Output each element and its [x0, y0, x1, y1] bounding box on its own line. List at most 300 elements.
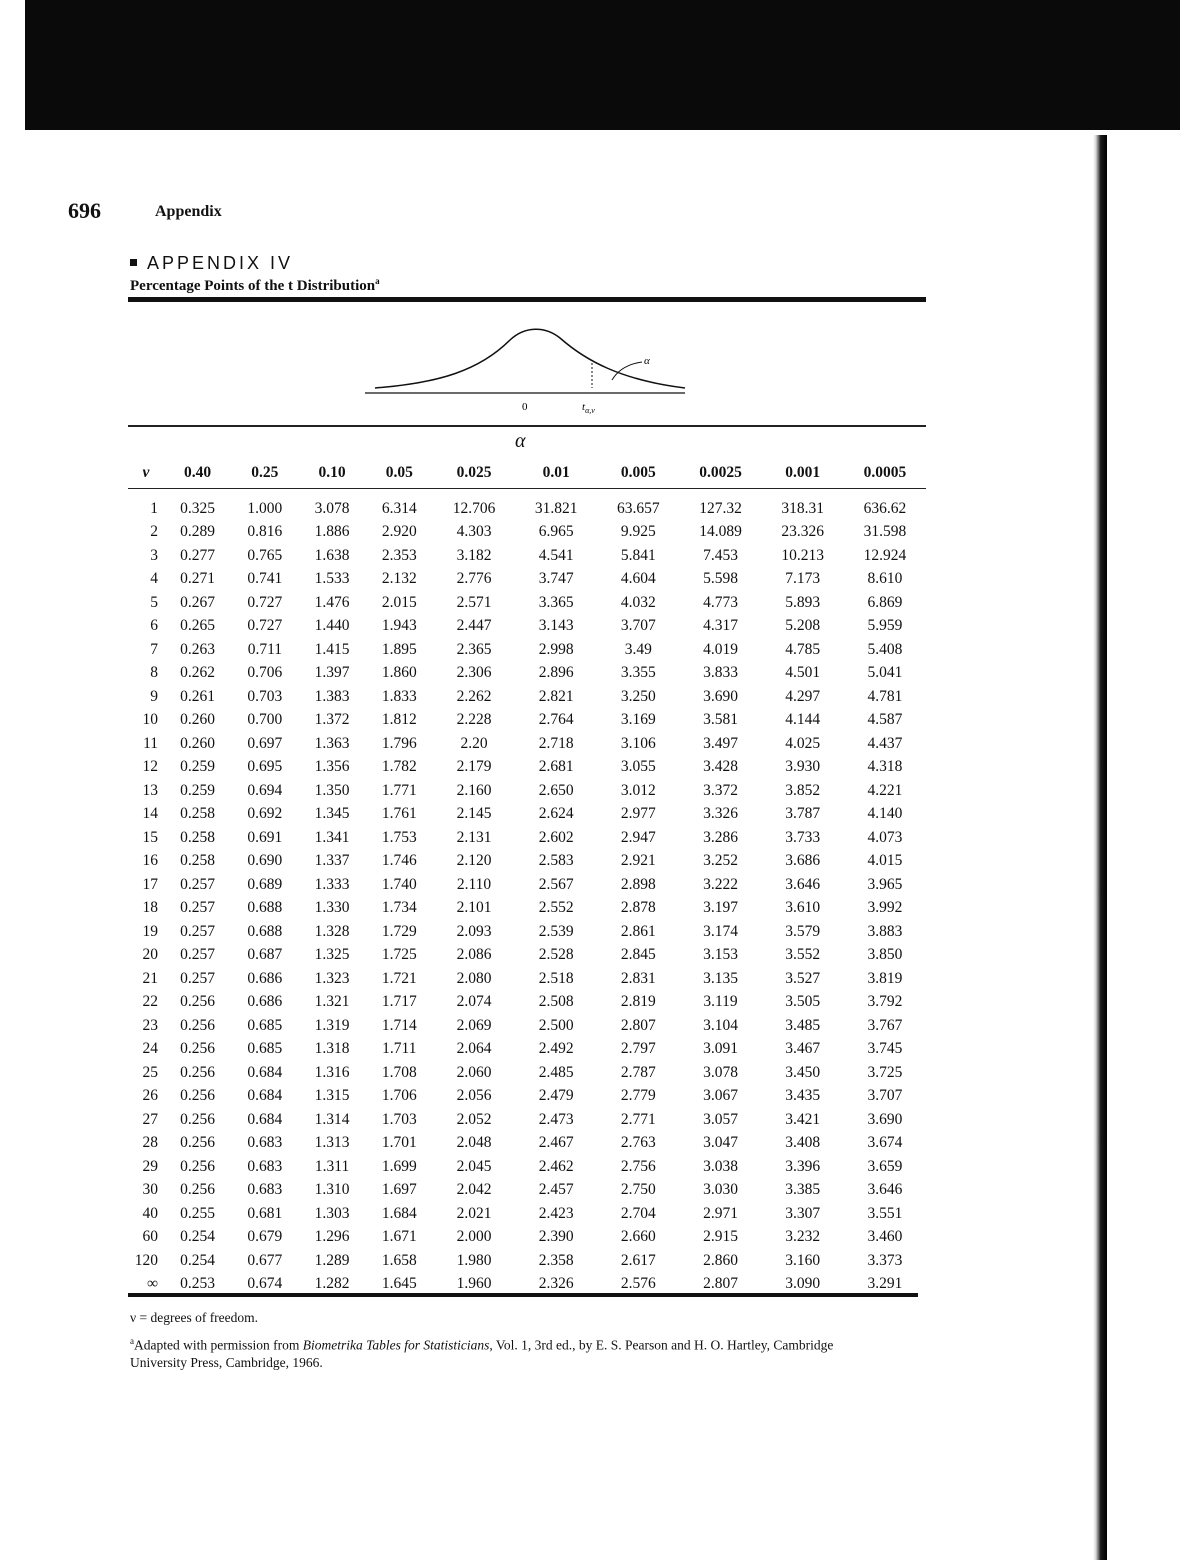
- table-row: [128, 873, 926, 897]
- value-cell: 4.501: [785, 664, 821, 682]
- value-cell: 1.296: [314, 1228, 350, 1246]
- value-cell: 63.657: [617, 499, 660, 517]
- value-cell: 3.707: [867, 1087, 903, 1105]
- value-cell: 1.372: [314, 711, 350, 729]
- value-cell: 4.144: [785, 711, 821, 729]
- alpha-column-header-cell: 0.0005: [844, 458, 926, 489]
- value-cell: 4.587: [867, 711, 903, 729]
- value-cell: 1.000: [247, 499, 283, 517]
- value-cell: 0.256: [180, 993, 216, 1011]
- value-cell: 3.992: [867, 899, 903, 917]
- value-cell: 0.257: [180, 969, 216, 987]
- value-cell: 4.604: [620, 570, 656, 588]
- table-row: [128, 591, 926, 615]
- t-distribution-table: [128, 458, 926, 1296]
- value-cell: 3.057: [703, 1110, 738, 1128]
- value-cell: 4.221: [867, 781, 903, 799]
- value-cell: 3.090: [785, 1275, 821, 1293]
- value-cell: 0.679: [247, 1228, 283, 1246]
- value-cell: 3.373: [867, 1251, 903, 1269]
- value-cell: 2.998: [538, 640, 574, 658]
- table-row: [128, 1085, 926, 1109]
- value-cell: 3.169: [620, 711, 656, 729]
- value-cell: 3.460: [867, 1228, 903, 1246]
- value-cell: 2.660: [620, 1228, 656, 1246]
- footnote-source: [130, 1333, 890, 1371]
- nu-cell: 21: [142, 969, 158, 987]
- value-cell: 3.078: [314, 499, 350, 517]
- alpha-pointer-label: α: [644, 355, 650, 367]
- value-cell: 2.048: [456, 1134, 492, 1152]
- value-cell: 31.821: [534, 499, 578, 517]
- value-cell: 5.959: [867, 617, 903, 635]
- value-cell: 10.213: [781, 546, 825, 564]
- table-caption-note-mark: a: [375, 276, 380, 286]
- value-cell: 1.671: [381, 1228, 417, 1246]
- value-cell: 0.697: [247, 734, 283, 752]
- value-cell: 0.261: [180, 687, 216, 705]
- value-cell: 2.064: [456, 1040, 492, 1058]
- value-cell: 318.31: [781, 499, 825, 517]
- value-cell: 3.674: [867, 1134, 903, 1152]
- value-cell: 3.819: [867, 969, 903, 987]
- value-cell: 2.093: [456, 922, 492, 940]
- nu-cell: 7: [150, 640, 158, 658]
- value-cell: 0.683: [247, 1134, 283, 1152]
- value-cell: 4.025: [785, 734, 821, 752]
- value-cell: 0.686: [247, 969, 283, 987]
- value-cell: 2.326: [538, 1275, 574, 1293]
- value-cell: 1.708: [381, 1063, 417, 1081]
- value-cell: 3.551: [867, 1204, 903, 1222]
- value-cell: 2.080: [456, 969, 492, 987]
- value-cell: 0.681: [247, 1204, 283, 1222]
- value-cell: 4.297: [785, 687, 821, 705]
- nu-cell: 14: [142, 805, 158, 823]
- nu-cell: 13: [142, 781, 158, 799]
- value-cell: 3.067: [703, 1087, 738, 1105]
- value-cell: 2.771: [620, 1110, 656, 1128]
- value-cell: 2.069: [456, 1016, 492, 1034]
- value-cell: 2.718: [538, 734, 574, 752]
- value-cell: 3.396: [785, 1157, 821, 1175]
- value-cell: 7.173: [785, 570, 821, 588]
- footnote-source-pre: Adapted with permission from: [134, 1337, 303, 1353]
- nu-cell: ∞: [146, 1275, 158, 1293]
- value-cell: 2.000: [456, 1228, 492, 1246]
- value-cell: 3.182: [456, 546, 492, 564]
- value-cell: 3.852: [785, 781, 821, 799]
- value-cell: 2.042: [456, 1181, 492, 1199]
- value-cell: 4.541: [538, 546, 574, 564]
- bullet-square-icon: [130, 259, 137, 266]
- value-cell: 1.699: [381, 1157, 417, 1175]
- nu-cell: 23: [142, 1016, 158, 1034]
- value-cell: 0.677: [247, 1251, 283, 1269]
- value-cell: 4.015: [867, 852, 903, 870]
- value-cell: 1.721: [381, 969, 417, 987]
- figure-rule: [128, 425, 926, 427]
- value-cell: 1.771: [381, 781, 417, 799]
- nu-cell: 4: [150, 570, 158, 588]
- nu-cell: 24: [142, 1040, 158, 1058]
- value-cell: 2.624: [538, 805, 574, 823]
- value-cell: 2.074: [456, 993, 492, 1011]
- value-cell: 3.610: [785, 899, 821, 917]
- value-cell: 3.505: [785, 993, 821, 1011]
- value-cell: 1.746: [381, 852, 417, 870]
- table-row: [128, 1202, 926, 1226]
- value-cell: 3.408: [785, 1134, 821, 1152]
- value-cell: 0.689: [247, 875, 283, 893]
- value-cell: 3.49: [624, 640, 652, 658]
- value-cell: 2.131: [456, 828, 492, 846]
- value-cell: 3.119: [703, 993, 738, 1011]
- value-cell: 4.032: [620, 593, 656, 611]
- value-cell: 1.397: [314, 664, 350, 682]
- nu-cell: 5: [150, 593, 158, 611]
- value-cell: 2.179: [456, 758, 492, 776]
- t-critical-label: [582, 401, 595, 415]
- value-cell: 0.258: [180, 828, 216, 846]
- value-cell: 5.893: [785, 593, 821, 611]
- value-cell: 3.286: [703, 828, 738, 846]
- value-cell: 2.947: [620, 828, 656, 846]
- table-header-row: [128, 458, 926, 489]
- value-cell: 2.110: [456, 875, 492, 893]
- value-cell: 1.345: [314, 805, 350, 823]
- nu-cell: 17: [142, 875, 158, 893]
- table-row: [128, 1155, 926, 1179]
- value-cell: 2.539: [538, 922, 574, 940]
- value-cell: 3.686: [785, 852, 821, 870]
- value-cell: 1.729: [381, 922, 417, 940]
- alpha-column-header-cell: 0.25: [231, 458, 298, 489]
- value-cell: 1.812: [381, 711, 417, 729]
- nu-cell: 8: [150, 664, 158, 682]
- value-cell: 4.140: [867, 805, 903, 823]
- value-cell: 1.645: [381, 1275, 417, 1293]
- value-cell: 3.767: [867, 1016, 903, 1034]
- value-cell: 2.045: [456, 1157, 492, 1175]
- nu-column-header: ν: [128, 458, 164, 489]
- value-cell: 636.62: [863, 499, 907, 517]
- value-cell: 2.20: [460, 734, 488, 752]
- value-cell: 3.725: [867, 1063, 903, 1081]
- value-cell: 3.552: [785, 946, 821, 964]
- value-cell: 2.750: [620, 1181, 656, 1199]
- value-cell: 1.341: [314, 828, 350, 846]
- value-cell: 3.930: [785, 758, 821, 776]
- value-cell: 2.518: [538, 969, 574, 987]
- value-cell: 1.315: [314, 1087, 350, 1105]
- value-cell: 1.684: [381, 1204, 417, 1222]
- value-cell: 5.408: [867, 640, 903, 658]
- value-cell: 0.691: [247, 828, 283, 846]
- value-cell: 0.258: [180, 852, 216, 870]
- value-cell: 2.160: [456, 781, 492, 799]
- table-row: [128, 826, 926, 850]
- value-cell: 3.385: [785, 1181, 821, 1199]
- value-cell: 3.135: [703, 969, 738, 987]
- value-cell: 6.314: [381, 499, 417, 517]
- value-cell: 3.197: [703, 899, 738, 917]
- value-cell: 0.256: [180, 1181, 216, 1199]
- value-cell: 0.684: [247, 1063, 283, 1081]
- value-cell: 3.421: [785, 1110, 821, 1128]
- table-row: [128, 1108, 926, 1132]
- table-row: [128, 544, 926, 568]
- value-cell: 0.260: [180, 734, 216, 752]
- nu-cell: 27: [142, 1110, 158, 1128]
- appendix-title-text: APPENDIX IV: [147, 253, 294, 273]
- value-cell: 1.311: [314, 1157, 350, 1175]
- nu-cell: 22: [142, 993, 158, 1011]
- value-cell: 0.727: [247, 617, 283, 635]
- value-cell: 2.971: [703, 1204, 738, 1222]
- value-cell: 2.228: [456, 711, 492, 729]
- value-cell: 3.527: [785, 969, 821, 987]
- value-cell: 3.355: [620, 664, 656, 682]
- value-cell: 3.965: [867, 875, 903, 893]
- value-cell: 4.019: [703, 640, 738, 658]
- value-cell: 1.333: [314, 875, 350, 893]
- value-cell: 0.256: [180, 1063, 216, 1081]
- nu-cell: 40: [142, 1204, 158, 1222]
- value-cell: 0.703: [247, 687, 283, 705]
- value-cell: 2.365: [456, 640, 492, 658]
- value-cell: 3.091: [703, 1040, 738, 1058]
- value-cell: 3.326: [703, 805, 738, 823]
- table-row: [128, 615, 926, 639]
- value-cell: 0.258: [180, 805, 216, 823]
- table-row: [128, 991, 926, 1015]
- value-cell: 2.447: [456, 617, 492, 635]
- value-cell: 1.658: [381, 1251, 417, 1269]
- value-cell: 2.756: [620, 1157, 656, 1175]
- table-row: [128, 920, 926, 944]
- value-cell: 0.253: [180, 1275, 216, 1293]
- value-cell: 3.747: [538, 570, 574, 588]
- value-cell: 0.255: [180, 1204, 216, 1222]
- table-row: [128, 756, 926, 780]
- footnote-source-title: Biometrika Tables for Statisticians: [302, 1337, 490, 1353]
- value-cell: 3.485: [785, 1016, 821, 1034]
- value-cell: 3.659: [867, 1157, 903, 1175]
- value-cell: 12.924: [863, 546, 907, 564]
- value-cell: 0.325: [180, 499, 216, 517]
- nu-cell: 6: [150, 617, 158, 635]
- value-cell: 0.700: [247, 711, 283, 729]
- value-cell: 1.476: [314, 593, 350, 611]
- value-cell: 0.674: [247, 1275, 283, 1293]
- value-cell: 2.776: [456, 570, 492, 588]
- nu-cell: 2: [150, 523, 158, 541]
- value-cell: 3.078: [703, 1063, 738, 1081]
- value-cell: 0.254: [180, 1251, 216, 1269]
- value-cell: 1.980: [456, 1251, 492, 1269]
- value-cell: 2.262: [456, 687, 492, 705]
- value-cell: 3.038: [703, 1157, 738, 1175]
- table-row: [128, 568, 926, 592]
- footnote-source-post: , Vol. 1, 3rd ed., by E. S. Pearson and H. O. Hartley, Cambridge University Press, Cambridge, 1966.: [130, 1337, 834, 1370]
- table-row: [128, 662, 926, 686]
- value-cell: 0.256: [180, 1040, 216, 1058]
- value-cell: 0.687: [247, 946, 283, 964]
- value-cell: 3.153: [703, 946, 738, 964]
- value-cell: 3.745: [867, 1040, 903, 1058]
- value-cell: 1.740: [381, 875, 417, 893]
- value-cell: 1.711: [382, 1040, 417, 1058]
- value-cell: 2.467: [538, 1134, 574, 1152]
- value-cell: 5.841: [620, 546, 656, 564]
- value-cell: 5.598: [703, 570, 738, 588]
- value-cell: 3.450: [785, 1063, 821, 1081]
- value-cell: 2.500: [538, 1016, 574, 1034]
- value-cell: 1.383: [314, 687, 350, 705]
- value-cell: 3.372: [703, 781, 738, 799]
- value-cell: 3.047: [703, 1134, 738, 1152]
- value-cell: 1.886: [314, 523, 350, 541]
- value-cell: 0.267: [180, 593, 216, 611]
- t-distribution-curve-figure: [360, 318, 700, 418]
- value-cell: 0.256: [180, 1157, 216, 1175]
- value-cell: 2.819: [620, 993, 656, 1011]
- value-cell: 2.831: [620, 969, 656, 987]
- value-cell: 0.256: [180, 1110, 216, 1128]
- value-cell: 4.437: [867, 734, 903, 752]
- value-cell: 2.602: [538, 828, 574, 846]
- value-cell: 3.030: [703, 1181, 738, 1199]
- value-cell: 3.365: [538, 593, 574, 611]
- value-cell: 0.685: [247, 1040, 283, 1058]
- value-cell: 1.303: [314, 1204, 350, 1222]
- nu-cell: 30: [142, 1181, 158, 1199]
- value-cell: 1.328: [314, 922, 350, 940]
- value-cell: 12.706: [452, 499, 496, 517]
- value-cell: 3.883: [867, 922, 903, 940]
- value-cell: 127.32: [699, 499, 742, 517]
- value-cell: 0.257: [180, 899, 216, 917]
- value-cell: 0.741: [247, 570, 283, 588]
- value-cell: 2.132: [381, 570, 417, 588]
- value-cell: 3.579: [785, 922, 821, 940]
- nu-cell: 12: [142, 758, 158, 776]
- value-cell: 1.725: [381, 946, 417, 964]
- value-cell: 0.257: [180, 875, 216, 893]
- value-cell: 6.869: [867, 593, 903, 611]
- value-cell: 3.232: [785, 1228, 821, 1246]
- value-cell: 0.727: [247, 593, 283, 611]
- value-cell: 9.925: [620, 523, 656, 541]
- table-row: [128, 1038, 926, 1062]
- value-cell: 0.277: [180, 546, 216, 564]
- value-cell: 3.646: [785, 875, 821, 893]
- value-cell: 3.497: [703, 734, 738, 752]
- alpha-column-header-cell: 0.01: [515, 458, 597, 489]
- alpha-column-header-cell: 0.001: [762, 458, 844, 489]
- value-cell: 4.781: [867, 687, 903, 705]
- value-cell: 0.271: [180, 570, 216, 588]
- value-cell: 2.479: [538, 1087, 574, 1105]
- value-cell: 5.208: [785, 617, 821, 635]
- value-cell: 0.711: [247, 640, 282, 658]
- nu-cell: 29: [142, 1157, 158, 1175]
- value-cell: 0.257: [180, 922, 216, 940]
- value-cell: 2.650: [538, 781, 574, 799]
- value-cell: 2.845: [620, 946, 656, 964]
- value-cell: 2.787: [620, 1063, 656, 1081]
- value-cell: 2.878: [620, 899, 656, 917]
- value-cell: 3.222: [703, 875, 738, 893]
- value-cell: 1.314: [314, 1110, 350, 1128]
- value-cell: 1.895: [381, 640, 417, 658]
- value-cell: 3.435: [785, 1087, 821, 1105]
- value-cell: 2.528: [538, 946, 574, 964]
- alpha-column-header: α: [515, 430, 526, 452]
- value-cell: 0.816: [247, 523, 283, 541]
- value-cell: 3.707: [620, 617, 656, 635]
- nu-cell: 19: [142, 922, 158, 940]
- alpha-column-header-cell: 0.10: [298, 458, 365, 489]
- value-cell: 1.697: [381, 1181, 417, 1199]
- value-cell: 1.860: [381, 664, 417, 682]
- value-cell: 1.943: [381, 617, 417, 635]
- table-row: [128, 1132, 926, 1156]
- footnote-degrees-of-freedom: ν = degrees of freedom.: [130, 1310, 259, 1325]
- value-cell: 2.021: [456, 1204, 492, 1222]
- value-cell: 2.915: [703, 1228, 738, 1246]
- density-curve: [375, 329, 685, 388]
- value-cell: 1.734: [381, 899, 417, 917]
- table-row: [128, 944, 926, 968]
- value-cell: 0.259: [180, 781, 216, 799]
- value-cell: 0.685: [247, 1016, 283, 1034]
- value-cell: 3.104: [703, 1016, 738, 1034]
- value-cell: 2.921: [620, 852, 656, 870]
- value-cell: 0.265: [180, 617, 216, 635]
- value-cell: 1.761: [381, 805, 417, 823]
- table-row: [128, 1179, 926, 1203]
- value-cell: 1.753: [381, 828, 417, 846]
- value-cell: 2.807: [703, 1275, 738, 1293]
- nu-cell: 26: [142, 1087, 158, 1105]
- value-cell: 1.321: [314, 993, 350, 1011]
- table-row: [128, 709, 926, 733]
- value-cell: 0.259: [180, 758, 216, 776]
- t-critical-symbol: t: [582, 401, 586, 413]
- value-cell: 0.694: [247, 781, 283, 799]
- value-cell: 2.552: [538, 899, 574, 917]
- value-cell: 1.363: [314, 734, 350, 752]
- value-cell: 1.706: [381, 1087, 417, 1105]
- value-cell: 31.598: [863, 523, 907, 541]
- value-cell: 2.861: [620, 922, 656, 940]
- value-cell: 0.706: [247, 664, 283, 682]
- value-cell: 0.692: [247, 805, 283, 823]
- value-cell: 4.303: [456, 523, 492, 541]
- table-row: [128, 685, 926, 709]
- value-cell: 3.160: [785, 1251, 821, 1269]
- value-cell: 2.120: [456, 852, 492, 870]
- value-cell: 2.920: [381, 523, 417, 541]
- table-row: [128, 967, 926, 991]
- value-cell: 2.977: [620, 805, 656, 823]
- value-cell: 4.317: [703, 617, 738, 635]
- value-cell: 1.356: [314, 758, 350, 776]
- value-cell: 1.703: [381, 1110, 417, 1128]
- value-cell: 1.440: [314, 617, 350, 635]
